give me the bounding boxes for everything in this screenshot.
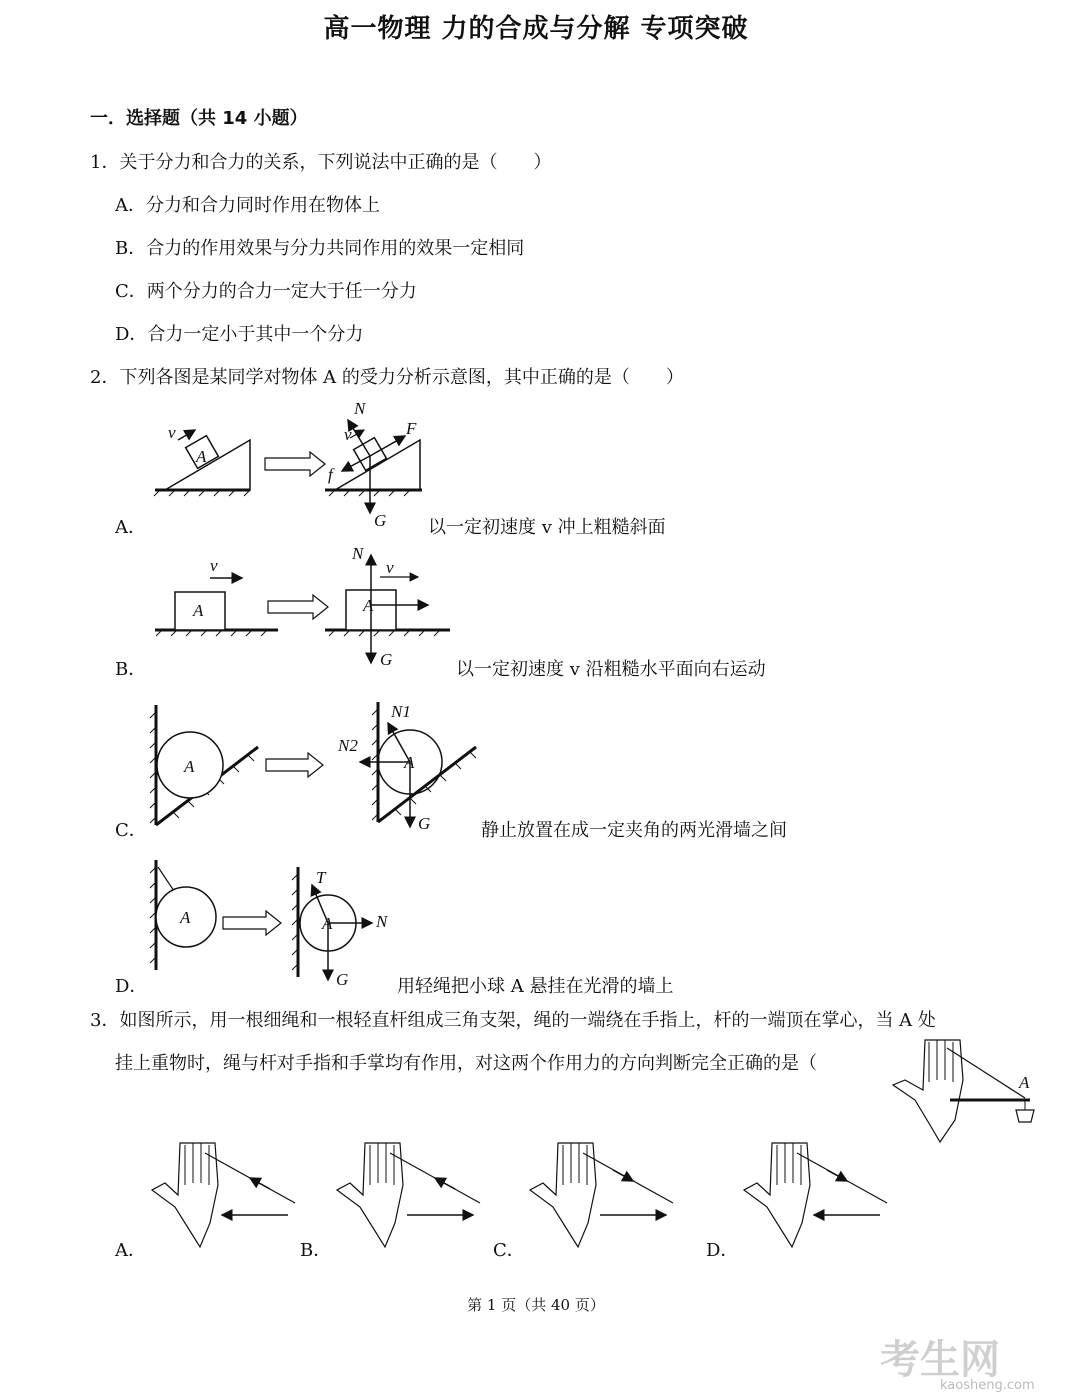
q3-option-a-figure	[150, 1135, 310, 1255]
ball-a-label-2: A	[404, 753, 415, 772]
gravity-label: G	[418, 814, 431, 833]
ball-a-label: A	[180, 908, 191, 927]
velocity-label-2: v	[386, 558, 394, 577]
q1-option-c[interactable]: C．两个分力的合力一定大于任一分力	[115, 281, 417, 302]
arrow-right-icon	[268, 595, 328, 619]
block-a-label-2: A	[363, 596, 374, 615]
q3-option-a[interactable]: A．	[115, 1240, 146, 1261]
q1-stem: 1．关于分力和合力的关系，下列说法中正确的是（ ）	[90, 152, 552, 173]
q3-option-c[interactable]: C．	[493, 1240, 525, 1261]
q2-option-c-label[interactable]: C．	[115, 820, 147, 841]
gravity-label: G	[380, 650, 393, 669]
q2-option-d-label[interactable]: D．	[115, 976, 148, 997]
point-a-label: A	[1019, 1073, 1030, 1092]
q3-option-d-figure	[742, 1135, 902, 1255]
q2-option-b-desc: 以一定初速度 v 沿粗糙水平面向右运动	[456, 659, 766, 680]
ball-a-label: A	[184, 757, 195, 776]
tension-label: T	[316, 868, 326, 887]
q1-option-d[interactable]: D．合力一定小于其中一个分力	[115, 324, 364, 345]
q3-option-b-figure	[335, 1135, 495, 1255]
gravity-label: G	[336, 970, 349, 989]
n2-label: N2	[338, 736, 358, 755]
q1-option-b[interactable]: B．合力的作用效果与分力共同作用的效果一定相同	[115, 238, 525, 259]
block-a-label: A	[193, 601, 204, 620]
n1-label: N1	[391, 702, 411, 721]
q2-option-b-label[interactable]: B．	[115, 659, 147, 680]
velocity-label-2: v	[344, 425, 352, 444]
q2-option-a-label[interactable]: A．	[115, 517, 146, 538]
q3-stem-line1: 3．如图所示，用一根细绳和一根轻直杆组成三角支架，绳的一端绕在手指上，杆的一端顶在掌心，当 A 处	[90, 1010, 936, 1031]
arrow-right-icon	[223, 911, 281, 935]
velocity-label: v	[168, 423, 176, 442]
q2-d-diagram	[148, 855, 408, 995]
ball-a-label-2: A	[322, 914, 333, 933]
arrow-right-icon	[266, 753, 323, 777]
q2-option-d-desc: 用轻绳把小球 A 悬挂在光滑的墙上	[397, 976, 674, 997]
q2-a-diagram	[150, 398, 440, 533]
block-a-label: A	[196, 447, 207, 466]
q2-stem: 2．下列各图是某同学对物体 A 的受力分析示意图，其中正确的是（ ）	[90, 367, 684, 388]
watermark-logo: 考生网	[880, 1337, 1000, 1383]
q3-option-c-figure	[528, 1135, 688, 1255]
watermark-url: kaosheng.com	[940, 1378, 1035, 1393]
velocity-label: v	[210, 556, 218, 575]
q2-b-diagram	[150, 543, 460, 673]
q1-option-a[interactable]: A．分力和合力同时作用在物体上	[115, 195, 380, 216]
page-footer: 第 1 页（共 40 页）	[467, 1296, 605, 1314]
normal-force-label: N	[354, 399, 366, 418]
watermark	[880, 1328, 1035, 1393]
applied-force-label: F	[406, 419, 417, 438]
q2-c-diagram	[148, 697, 488, 837]
normal-force-label: N	[376, 912, 388, 931]
q3-stem-line2: 挂上重物时，绳与杆对手指和手掌均有作用，对这两个作用力的方向判断完全正确的是（	[115, 1053, 817, 1074]
friction-label: f	[328, 465, 333, 484]
arrow-right-icon	[265, 452, 325, 476]
section-heading: 一．选择题（共 14 小题）	[90, 108, 308, 129]
q3-main-figure	[885, 1030, 1045, 1150]
q2-option-a-desc: 以一定初速度 v 冲上粗糙斜面	[428, 517, 666, 538]
page-title: 高一物理 力的合成与分解 专项突破	[323, 14, 749, 44]
normal-force-label: N	[352, 544, 364, 563]
q2-option-c-desc: 静止放置在成一定夹角的两光滑墙之间	[481, 820, 787, 841]
gravity-label: G	[374, 511, 387, 530]
q3-option-b[interactable]: B．	[300, 1240, 332, 1261]
q3-option-d[interactable]: D．	[706, 1240, 739, 1261]
